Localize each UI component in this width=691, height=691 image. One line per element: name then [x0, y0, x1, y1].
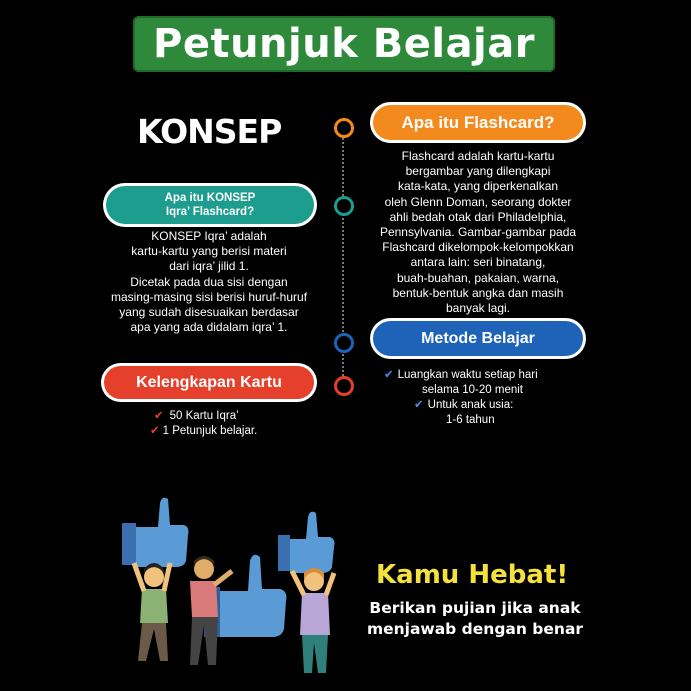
text-line: kartu-kartu yang berisi materi	[131, 244, 287, 259]
thumbs-up-icon	[278, 512, 335, 573]
konsep-heading	[106, 186, 314, 224]
text-line: bentuk-bentuk angka dan masih	[392, 285, 564, 300]
text-line: yang sudah disesuaikan berdasar	[119, 305, 299, 320]
page-title-banner	[133, 16, 555, 72]
text-line: ahli bedah otak dari Philadelphia,	[389, 209, 567, 224]
kelengkapan-heading: Kelengkapan Kartu	[104, 366, 314, 399]
konsep-heading-line1: Apa itu KONSEP	[164, 192, 256, 204]
konsep-description	[104, 229, 314, 335]
check-icon: ✔	[150, 425, 160, 437]
check-icon: ✔	[154, 410, 164, 422]
person-figure	[292, 568, 334, 673]
timeline-dot-orange	[334, 118, 354, 138]
metode-list	[384, 368, 584, 428]
text-line: KONSEP Iqra’ adalah	[151, 229, 267, 243]
text-line: Flashcard adalah kartu-kartu	[401, 149, 555, 163]
flashcard-description	[372, 149, 584, 316]
timeline-dot-blue	[334, 333, 354, 353]
konsep-logo: KONSEP	[137, 112, 282, 151]
text-line: buah-buahan, pakaian, warna,	[396, 270, 560, 285]
praise-line: menjawab dengan benar	[366, 620, 584, 638]
text-line: Pennsylvania. Gambar-gambar pada	[379, 225, 577, 240]
list-item-continuation: selama 10-20 menit	[422, 384, 523, 396]
list-item: ✔ Untuk anak usia:	[414, 399, 514, 411]
text-line: Dicetak pada dua sisi dengan	[130, 274, 288, 289]
list-item-continuation: 1-6 tahun	[446, 414, 495, 426]
text-line: oleh Glenn Doman, seorang dokter	[384, 194, 572, 209]
metode-heading: Metode Belajar	[373, 321, 583, 356]
text-line: masing-masing sisi berisi huruf-huruf	[110, 289, 308, 304]
thumbs-up-icon	[122, 498, 189, 567]
page-title: Petunjuk Belajar	[153, 21, 535, 67]
text-line: dari iqra’ jilid 1.	[169, 259, 249, 274]
praise-line: Berikan pujian jika anak	[369, 599, 581, 617]
praise-headline: Kamu Hebat!	[376, 560, 569, 590]
text-line: apa yang ada didalam iqra’ 1.	[130, 320, 288, 335]
text-line: Flashcard dikelompok-kelompokkan	[382, 240, 574, 255]
check-icon: ✔	[414, 399, 424, 411]
list-item: ✔ 1 Petunjuk belajar.	[150, 425, 258, 437]
text-line: kata-kata, yang diperkenalkan	[397, 179, 559, 194]
text-line: bergambar yang dilengkapi	[405, 164, 551, 179]
timeline-dot-red	[334, 376, 354, 396]
konsep-heading-line2: Iqra’ Flashcard?	[165, 206, 255, 218]
thumbs-up-illustration	[108, 495, 348, 685]
text-line: antara lain: seri binatang,	[410, 255, 546, 270]
text-line: banyak lagi.	[445, 301, 511, 316]
check-icon: ✔	[384, 369, 394, 381]
kelengkapan-list	[150, 409, 320, 439]
list-item: ✔ Luangkan waktu setiap hari	[384, 369, 538, 381]
praise-message	[364, 598, 586, 640]
list-item: ✔ 50 Kartu Iqra’	[154, 410, 239, 422]
person-figure	[134, 563, 170, 661]
flashcard-heading: Apa itu Flashcard?	[373, 105, 583, 140]
timeline-dot-teal	[334, 196, 354, 216]
